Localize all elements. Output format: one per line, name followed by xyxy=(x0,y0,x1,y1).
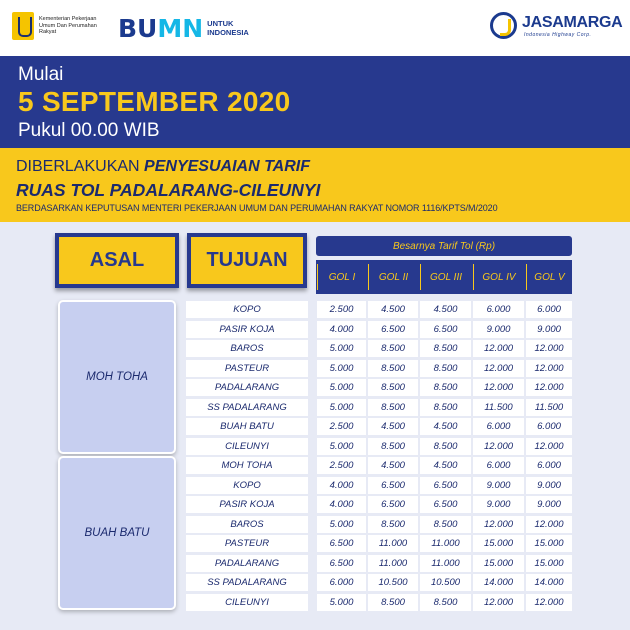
tujuan-cell: PASIR KOJA xyxy=(186,321,308,338)
tarif-cell-gol-1: 5.000 xyxy=(317,594,366,611)
notice-line-2: RUAS TOL PADALARANG-CILEUNYI xyxy=(16,180,321,200)
tarif-cell-gol-2: 4.500 xyxy=(368,301,418,318)
tarif-cell-gol-3: 6.500 xyxy=(420,477,471,494)
tarif-cell-gol-5: 12.000 xyxy=(526,379,572,396)
tarif-cell-gol-5: 9.000 xyxy=(526,321,572,338)
tujuan-cell: PADALARANG xyxy=(186,555,308,572)
tarif-cell-gol-4: 6.000 xyxy=(473,457,524,474)
tarif-cell-gol-4: 12.000 xyxy=(473,516,524,533)
tarif-cell-gol-3: 6.500 xyxy=(420,496,471,513)
tarif-cell-gol-3: 8.500 xyxy=(420,516,471,533)
tarif-cell-gol-4: 12.000 xyxy=(473,340,524,357)
tarif-cell-gol-4: 9.000 xyxy=(473,477,524,494)
mulai-label: Mulai xyxy=(18,64,64,85)
tarif-cell-gol-5: 12.000 xyxy=(526,438,572,455)
header-tujuan: TUJUAN xyxy=(187,233,307,288)
tarif-cell-gol-2: 8.500 xyxy=(368,360,418,377)
logo-bar xyxy=(0,0,630,56)
tarif-cell-gol-5: 6.000 xyxy=(526,418,572,435)
jasamarga-emblem-icon xyxy=(490,12,517,39)
tarif-cell-gol-1: 6.500 xyxy=(317,535,366,552)
tarif-cell-gol-4: 14.000 xyxy=(473,574,524,591)
tarif-cell-gol-2: 11.000 xyxy=(368,555,418,572)
tujuan-cell: PASIR KOJA xyxy=(186,496,308,513)
tarif-cell-gol-3: 10.500 xyxy=(420,574,471,591)
tarif-cell-gol-2: 10.500 xyxy=(368,574,418,591)
tarif-cell-gol-5: 11.500 xyxy=(526,399,572,416)
tarif-cell-gol-2: 8.500 xyxy=(368,594,418,611)
tarif-cell-gol-4: 6.000 xyxy=(473,418,524,435)
tarif-cell-gol-3: 4.500 xyxy=(420,418,471,435)
tarif-cell-gol-3: 8.500 xyxy=(420,438,471,455)
jasamarga-logo xyxy=(490,12,622,39)
tarif-cell-gol-5: 6.000 xyxy=(526,301,572,318)
tarif-cell-gol-4: 15.000 xyxy=(473,535,524,552)
tarif-cell-gol-3: 11.000 xyxy=(420,555,471,572)
tarif-cell-gol-1: 2.500 xyxy=(317,457,366,474)
gol-header-2: GOL II xyxy=(368,264,418,290)
tarif-cell-gol-3: 8.500 xyxy=(420,594,471,611)
effective-date: 5 SEPTEMBER 2020 xyxy=(18,86,291,117)
bumn-subtitle: UNTUK INDONESIA xyxy=(207,19,249,37)
tarif-cell-gol-1: 4.000 xyxy=(317,496,366,513)
tarif-cell-gol-2: 8.500 xyxy=(368,379,418,396)
tarif-cell-gol-2: 6.500 xyxy=(368,477,418,494)
notice-line-1: DIBERLAKUKAN PENYESUAIAN TARIF xyxy=(16,158,310,175)
tarif-cell-gol-2: 8.500 xyxy=(368,516,418,533)
tujuan-cell: CILEUNYI xyxy=(186,438,308,455)
header-asal: ASAL xyxy=(55,233,179,288)
tarif-cell-gol-5: 12.000 xyxy=(526,340,572,357)
tarif-cell-gol-2: 11.000 xyxy=(368,535,418,552)
pupr-emblem-icon xyxy=(12,12,34,40)
tujuan-cell: BAROS xyxy=(186,516,308,533)
tarif-cell-gol-3: 4.500 xyxy=(420,457,471,474)
tujuan-cell: PASTEUR xyxy=(186,535,308,552)
bumn-logo xyxy=(118,14,267,43)
header-besarnya-tarif: Besarnya Tarif Tol (Rp) xyxy=(316,236,572,256)
tarif-cell-gol-5: 9.000 xyxy=(526,477,572,494)
tarif-cell-gol-5: 15.000 xyxy=(526,555,572,572)
tarif-cell-gol-1: 2.500 xyxy=(317,418,366,435)
tarif-cell-gol-3: 6.500 xyxy=(420,321,471,338)
effective-time: Pukul 00.00 WIB xyxy=(18,120,160,141)
tarif-cell-gol-1: 5.000 xyxy=(317,379,366,396)
tujuan-cell: PADALARANG xyxy=(186,379,308,396)
gol-header-1: GOL I xyxy=(317,264,366,290)
tarif-cell-gol-3: 4.500 xyxy=(420,301,471,318)
gol-header-5: GOL V xyxy=(526,264,572,290)
tarif-cell-gol-2: 4.500 xyxy=(368,418,418,435)
tarif-cell-gol-4: 6.000 xyxy=(473,301,524,318)
tarif-cell-gol-4: 12.000 xyxy=(473,379,524,396)
tarif-cell-gol-4: 9.000 xyxy=(473,321,524,338)
tarif-cell-gol-1: 6.000 xyxy=(317,574,366,591)
tarif-cell-gol-1: 4.000 xyxy=(317,477,366,494)
tarif-cell-gol-4: 12.000 xyxy=(473,360,524,377)
tujuan-cell: SS PADALARANG xyxy=(186,574,308,591)
tarif-cell-gol-3: 8.500 xyxy=(420,340,471,357)
tarif-cell-gol-3: 11.000 xyxy=(420,535,471,552)
tarif-cell-gol-2: 6.500 xyxy=(368,496,418,513)
tarif-cell-gol-5: 12.000 xyxy=(526,594,572,611)
tarif-cell-gol-2: 8.500 xyxy=(368,340,418,357)
tujuan-cell: MOH TOHA xyxy=(186,457,308,474)
tarif-cell-gol-4: 12.000 xyxy=(473,594,524,611)
tarif-cell-gol-5: 12.000 xyxy=(526,360,572,377)
tarif-cell-gol-3: 8.500 xyxy=(420,360,471,377)
gol-header-3: GOL III xyxy=(420,264,471,290)
tujuan-cell: PASTEUR xyxy=(186,360,308,377)
tarif-cell-gol-1: 5.000 xyxy=(317,516,366,533)
tarif-cell-gol-4: 11.500 xyxy=(473,399,524,416)
tarif-cell-gol-1: 6.500 xyxy=(317,555,366,572)
tujuan-cell: KOPO xyxy=(186,477,308,494)
tarif-cell-gol-1: 2.500 xyxy=(317,301,366,318)
tarif-cell-gol-3: 8.500 xyxy=(420,399,471,416)
tarif-cell-gol-5: 6.000 xyxy=(526,457,572,474)
tarif-cell-gol-3: 8.500 xyxy=(420,379,471,396)
tarif-cell-gol-1: 5.000 xyxy=(317,399,366,416)
tarif-cell-gol-4: 12.000 xyxy=(473,438,524,455)
asal-cell: MOH TOHA xyxy=(58,300,176,454)
bumn-word: BUMN xyxy=(118,14,204,43)
tarif-cell-gol-1: 5.000 xyxy=(317,340,366,357)
notice-line-3: BERDASARKAN KEPUTUSAN MENTERI PEKERJAAN UMUM DAN PERUMAHAN RAKYAT NOMOR 1116/KPTS/M/2020 xyxy=(16,203,498,213)
tujuan-cell: SS PADALARANG xyxy=(186,399,308,416)
tarif-cell-gol-5: 9.000 xyxy=(526,496,572,513)
tarif-cell-gol-2: 8.500 xyxy=(368,399,418,416)
kementerian-logo xyxy=(12,12,109,40)
tarif-cell-gol-5: 15.000 xyxy=(526,535,572,552)
tarif-cell-gol-1: 5.000 xyxy=(317,360,366,377)
kementerian-text: Kementerian Pekerjaan Umum Dan Perumahan Rakyat xyxy=(39,16,97,36)
jasamarga-name: JASAMARGA xyxy=(522,13,623,31)
tarif-cell-gol-1: 4.000 xyxy=(317,321,366,338)
tarif-cell-gol-5: 12.000 xyxy=(526,516,572,533)
gol-header-4: GOL IV xyxy=(473,264,524,290)
tarif-cell-gol-4: 15.000 xyxy=(473,555,524,572)
tujuan-cell: CILEUNYI xyxy=(186,594,308,611)
tarif-cell-gol-4: 9.000 xyxy=(473,496,524,513)
tarif-cell-gol-5: 14.000 xyxy=(526,574,572,591)
tujuan-cell: BAROS xyxy=(186,340,308,357)
tarif-cell-gol-2: 4.500 xyxy=(368,457,418,474)
tujuan-cell: KOPO xyxy=(186,301,308,318)
tarif-cell-gol-2: 6.500 xyxy=(368,321,418,338)
tujuan-cell: BUAH BATU xyxy=(186,418,308,435)
jasamarga-tagline: Indonesia Highway Corp. xyxy=(524,31,592,38)
tarif-cell-gol-1: 5.000 xyxy=(317,438,366,455)
asal-cell: BUAH BATU xyxy=(58,456,176,610)
tarif-cell-gol-2: 8.500 xyxy=(368,438,418,455)
